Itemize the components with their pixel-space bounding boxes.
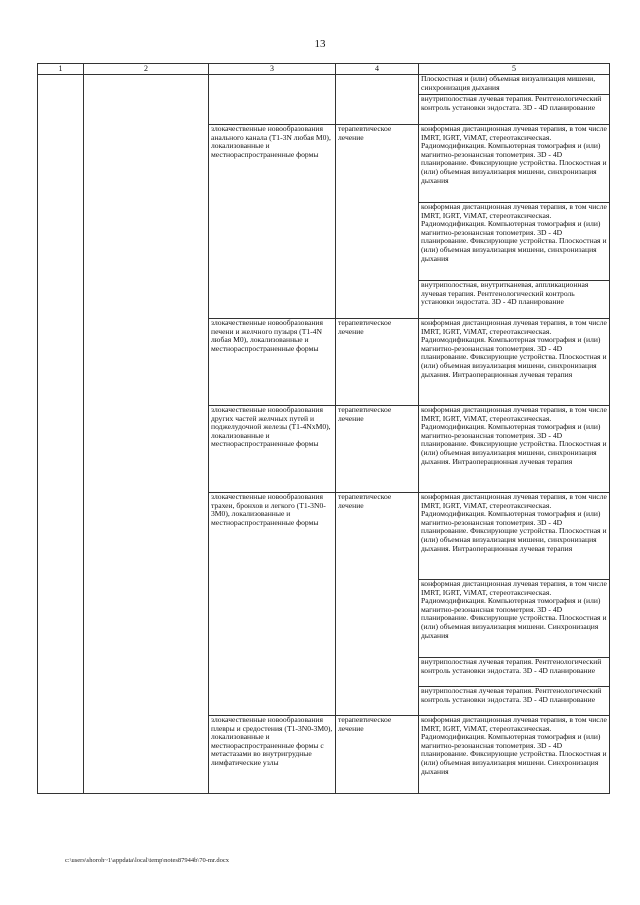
column-header: 2 xyxy=(84,64,209,75)
method-cell: конформная дистанционная лучевая терапия, в том числе IMRT, IGRT, ViMAT, стереотаксическая. Радиомодификация. Компьютерная томография и (или) магнитно-резонансная топометрия. 3D - 4D планирование. Фиксирующие устройства. Плоскостная и (или) объемная визуализация мишени, синхронизация дыхания. Интраоперационная лучевая терапия xyxy=(419,406,610,493)
method-cell: внутриполостная лучевая терапия. Рентгенологический контроль установки эндостата. 3D - 4D планирование xyxy=(419,95,610,125)
page-number: 13 xyxy=(314,38,326,50)
medical-procedures-table xyxy=(37,63,610,794)
method-cell: внутриполостная лучевая терапия. Рентгенологический контроль установки эндостата. 3D - 4D планирование xyxy=(419,687,610,716)
column-2-cell xyxy=(84,75,209,794)
column-header: 1 xyxy=(38,64,84,75)
column-1-cell xyxy=(38,75,84,794)
column-header: 3 xyxy=(209,64,336,75)
treatment-cell: терапевтическое лечение xyxy=(336,716,419,794)
method-cell: внутриполостная лучевая терапия. Рентгенологический контроль установки эндостата. 3D - 4D планирование xyxy=(419,658,610,687)
method-cell: Плоскостная и (или) объемная визуализация мишени, синхронизация дыхания xyxy=(419,75,610,95)
treatment-cell: терапевтическое лечение xyxy=(336,406,419,493)
condition-cell: злокачественные новообразования плевры и средостения (T1-3N0-3M0), локализованные и местнораспространенные формы с метастазами во внутригрудные лимфатические узлы xyxy=(209,716,336,794)
treatment-cell: терапевтическое лечение xyxy=(336,125,419,319)
method-cell: конформная дистанционная лучевая терапия, в том числе IMRT, IGRT, ViMAT, стереотаксическая. Радиомодификация. Компьютерная томография и (или) магнитно-резонансная топометрия. 3D - 4D планирование. Фиксирующие устройства. Плоскостная и (или) объемная визуализация мишени, синхронизация дыхания. Интраоперационная лучевая терапия xyxy=(419,493,610,580)
method-cell: конформная дистанционная лучевая терапия, в том числе IMRT, IGRT, ViMAT, стереотаксическая. Радиомодификация. Компьютерная томография и (или) магнитно-резонансная топометрия. 3D - 4D планирование. Фиксирующие устройства. Плоскостная и (или) объемная визуализация мишени, синхронизация дыхания xyxy=(419,203,610,281)
method-cell: конформная дистанционная лучевая терапия, в том числе IMRT, IGRT, ViMAT, стереотаксическая. Радиомодификация. Компьютерная томография и (или) магнитно-резонансная топометрия. 3D - 4D планирование. Фиксирующие устройства. Плоскостная и (или) объемная визуализация мишени, синхронизация дыхания xyxy=(419,125,610,203)
condition-cell: злокачественные новообразования других частей желчных путей и поджелудочной железы (T1-4NxM0), локализованные и местнораспространенные формы xyxy=(209,406,336,493)
method-cell: конформная дистанционная лучевая терапия, в том числе IMRT, IGRT, ViMAT, стереотаксическая. Радиомодификация. Компьютерная томография и (или) магнитно-резонансная топометрия. 3D - 4D планирование. Фиксирующие устройства. Плоскостная и (или) объемная визуализация мишени. Синхронизация дыхания xyxy=(419,716,610,794)
column-header: 4 xyxy=(336,64,419,75)
method-cell: внутриполостная, внутритканевая, аппликационная лучевая терапия. Рентгенологический контроль установки эндостата. 3D - 4D планирование xyxy=(419,281,610,319)
method-cell: конформная дистанционная лучевая терапия, в том числе IMRT, IGRT, ViMAT, стереотаксическая. Радиомодификация. Компьютерная томография и (или) магнитно-резонансная топометрия. 3D - 4D планирование. Фиксирующие устройства. Плоскостная и (или) объемная визуализация мишени, синхронизация дыхания. Интраоперационная лучевая терапия xyxy=(419,319,610,406)
header-row xyxy=(38,64,610,75)
footer-file-path: c:\users\shoroh~1\appdata\local\temp\notes87944b\70-mr.docx xyxy=(65,857,229,864)
treatment-cell xyxy=(336,75,419,125)
method-cell: конформная дистанционная лучевая терапия, в том числе IMRT, IGRT, ViMAT, стереотаксическая. Радиомодификация. Компьютерная томография и (или) магнитно-резонансная топометрия. 3D - 4D планирование. Фиксирующие устройства. Плоскостная и (или) объемная визуализация мишени. Синхронизация дыхания xyxy=(419,580,610,658)
table-row xyxy=(38,75,610,95)
condition-cell: злокачественные новообразования трахеи, бронхов и легкого (T1-3N0-3M0), локализованные и местнораспространенные формы xyxy=(209,493,336,716)
condition-cell: злокачественные новообразования анального канала (T1-3N любая M0), локализованные и местнораспространенные формы xyxy=(209,125,336,319)
condition-cell: злокачественные новообразования печени и желчного пузыря (T1-4N любая M0), локализованные и местнораспространенные формы xyxy=(209,319,336,406)
treatment-cell: терапевтическое лечение xyxy=(336,493,419,716)
column-header: 5 xyxy=(419,64,610,75)
condition-cell xyxy=(209,75,336,125)
treatment-cell: терапевтическое лечение xyxy=(336,319,419,406)
